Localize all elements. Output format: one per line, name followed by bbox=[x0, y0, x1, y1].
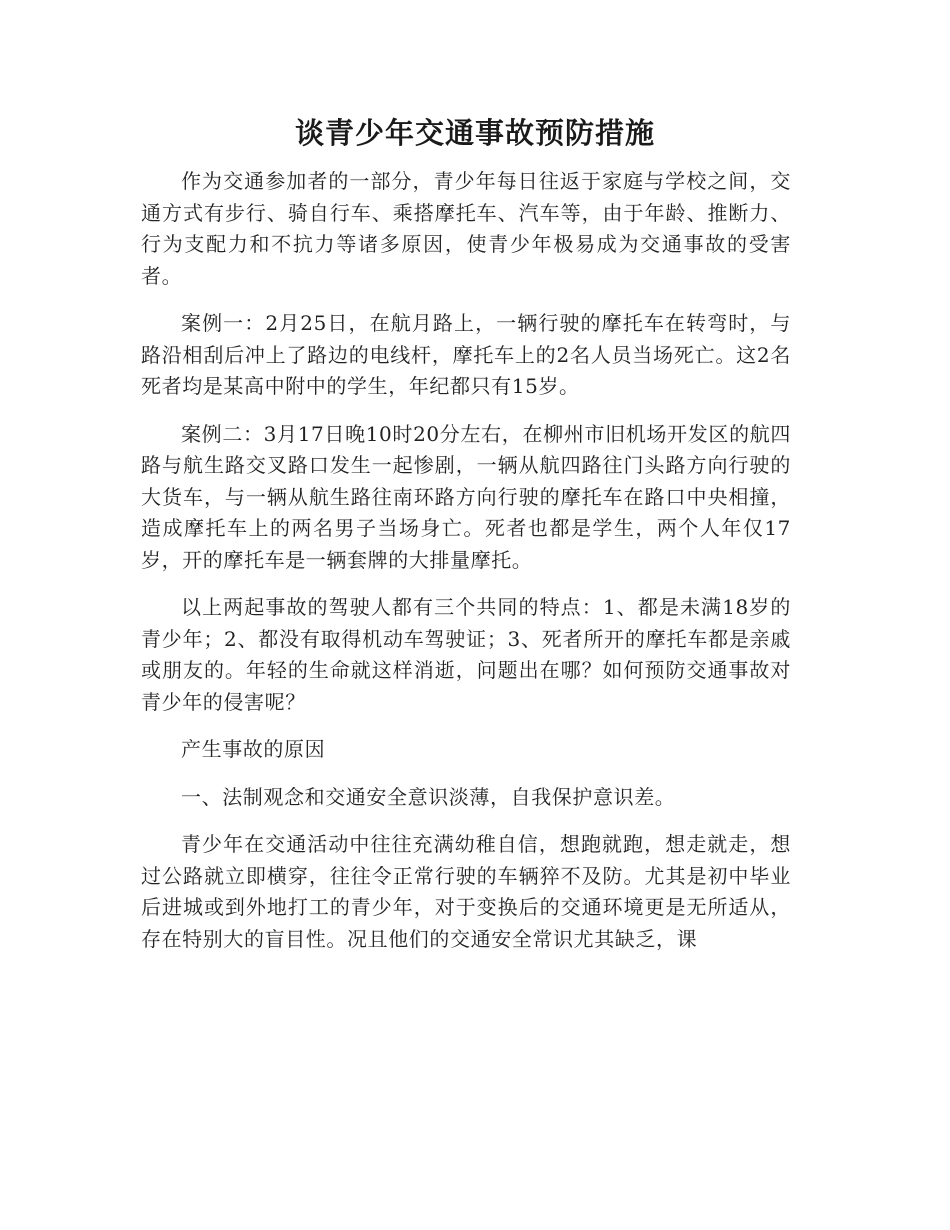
section-heading-causes: 产生事故的原因 bbox=[181, 737, 326, 761]
paragraph-cause-one-detail: 青少年在交通活动中往往充满幼稚自信，想跑就跑，想走就走，想过公路就立即横穿，往往令正常行驶的车辆猝不及防。尤其是初中毕业后进城或到外地打工的青少年，对于变换后的交通环境更是无所适从，存在特别大的盲目性。况且他们的交通安全常识尤其缺乏，课 bbox=[141, 832, 791, 951]
subheading-cause-one: 一、法制观念和交通安全意识淡薄，自我保护意识差。 bbox=[181, 784, 676, 809]
paragraph-case-two: 案例二：3月17日晚10时20分左右，在柳州市旧机场开发区的航四路与航生路交叉路口发生一起惨剧，一辆从航四路往门头路方向行驶的大货车，与一辆从航生路往南环路方向行驶的摩托车在路口中央相撞，造成摩托车上的两名男子当场身亡。死者也都是学生，两个人年仅17岁，开的摩托车是一辆套牌的大排量摩托。 bbox=[141, 421, 791, 572]
document-body bbox=[141, 166, 791, 971]
paragraph-intro: 作为交通参加者的一部分，青少年每日往返于家庭与学校之间，交通方式有步行、骑自行车、乘搭摩托车、汽车等，由于年龄、推断力、行为支配力和不抗力等诸多原因，使青少年极易成为交通事故的受害者。 bbox=[141, 169, 791, 288]
paragraph-case-one: 案例一：2月25日，在航月路上，一辆行驶的摩托车在转弯时，与路沿相刮后冲上了路边的电线杆，摩托车上的2名人员当场死亡。这2名死者均是某高中附中的学生，年纪都只有15岁。 bbox=[141, 311, 791, 398]
document-title: 谈青少年交通事故预防措施 bbox=[294, 116, 655, 150]
paragraph-common-features: 以上两起事故的驾驶人都有三个共同的特点：1、都是未满18岁的青少年；2、都没有取得机动车驾驶证；3、死者所开的摩托车都是亲戚或朋友的。年轻的生命就这样消逝，问题出在哪？如何预防交通事故对青少年的侵害呢？ bbox=[141, 595, 791, 714]
